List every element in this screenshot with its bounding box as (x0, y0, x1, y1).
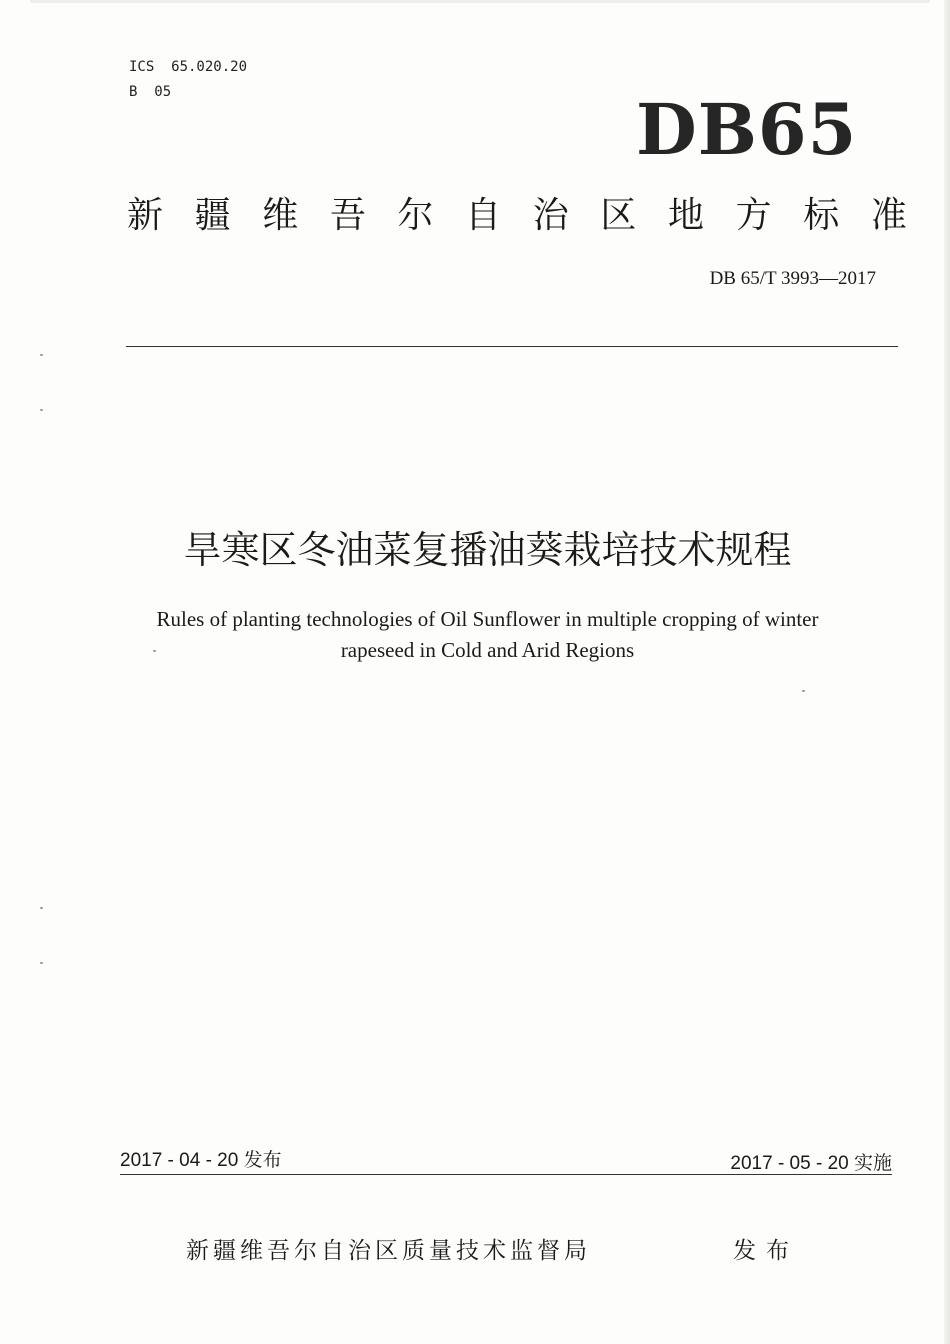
standard-type-title-char: 尔 (397, 195, 434, 236)
scan-edge-top (30, 0, 930, 3)
standard-type-title-char: 治 (532, 195, 569, 236)
standard-type-title-char: 方 (735, 195, 772, 236)
scan-speck (40, 354, 43, 356)
standard-type-title-char: 维 (262, 195, 299, 236)
standard-number: DB 65/T 3993—2017 (709, 268, 876, 289)
english-title-line-2: rapeseed in Cold and Arid Regions (340, 638, 635, 662)
class-code: B 05 (129, 84, 172, 100)
standard-type-title-char: 地 (668, 195, 705, 236)
standard-type-title-char: 标 (803, 195, 840, 236)
english-title (110, 604, 865, 666)
standard-type-title-char: 准 (870, 195, 907, 236)
standard-logo: DB65 (636, 88, 858, 171)
top-divider (126, 346, 898, 347)
classification-codes (129, 55, 247, 105)
ics-code: ICS 65.020.20 (129, 59, 248, 75)
scan-speck (40, 962, 43, 964)
implementation-date: 2017 - 05 - 20 实施 (730, 1153, 892, 1174)
standard-type-title-char: 区 (600, 195, 637, 236)
publish-label: 发布 (733, 1238, 799, 1264)
standard-type-title-char: 新 (127, 195, 164, 236)
issue-date: 2017 - 04 - 20 发布 (120, 1150, 282, 1171)
scan-speck (40, 409, 43, 411)
chinese-title: 旱寒区冬油菜复播油葵栽培技术规程 (183, 528, 792, 572)
standard-type-title-char: 自 (465, 195, 502, 236)
bottom-divider (120, 1174, 892, 1175)
standard-type-title-char: 疆 (194, 195, 231, 236)
scan-edge-right (944, 0, 950, 1344)
scan-speck (802, 690, 805, 692)
scan-speck (40, 907, 43, 909)
publisher-name: 新疆维吾尔自治区质量技术监督局 (186, 1238, 591, 1264)
standard-type-title-char: 吾 (329, 195, 366, 236)
scan-speck (153, 650, 156, 652)
english-title-line-1: Rules of planting technologies of Oil Sunflower in multiple cropping of winter (156, 607, 819, 631)
standard-type-title (127, 190, 907, 242)
